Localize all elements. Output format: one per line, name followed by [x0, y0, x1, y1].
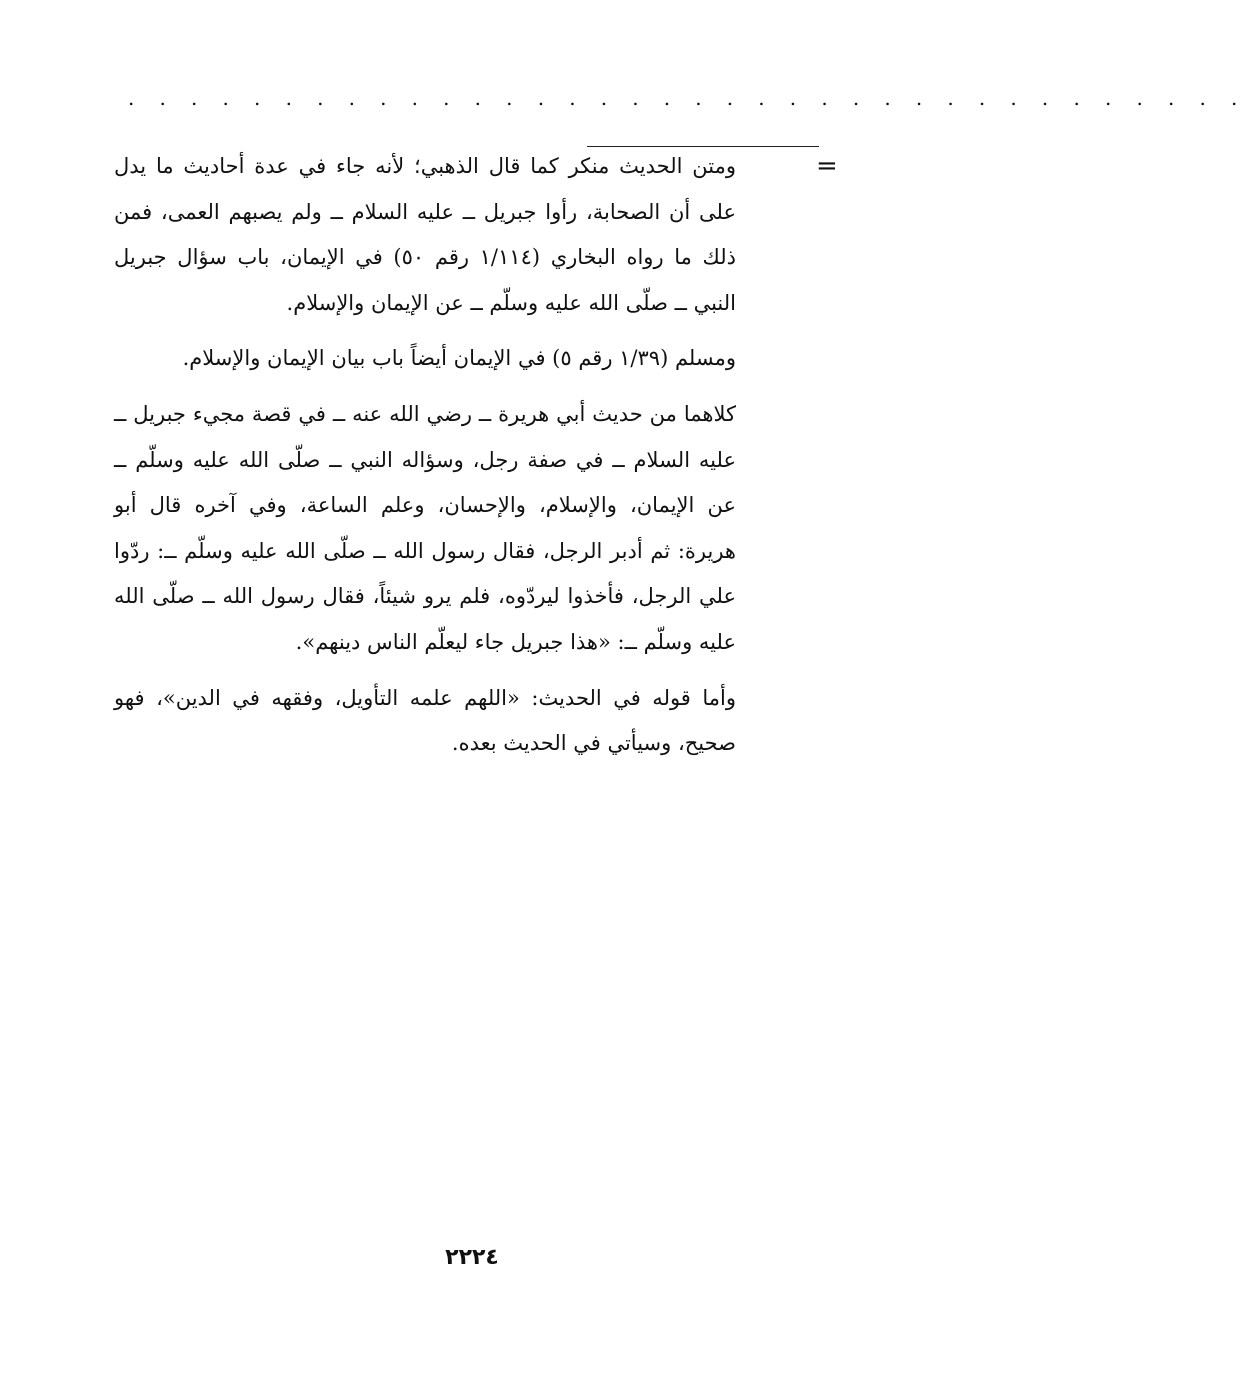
footnote-paragraph-3: كلاهما من حديث أبي هريرة ــ رضي الله عنه ــ في قصة مجيء جبريل ــ عليه السلام ــ في صفة رجل، وسؤاله النبي ــ صلّى الله عليه وسلّم ــ عن الإيمان، والإسلام، والإحسان، وعلم الساعة، وفي آخره قال أبو هريرة: ثم أدبر الرجل، فقال رسول الله ــ صلّى الله عليه وسلّم ــ: ردّوا علي الرجل، فأخذوا ليردّوه، فلم يرو شيئاً، فقال رسول الله ــ صلّى الله عليه وسلّم ــ: «هذا جبريل جاء ليعلّم الناس دينهم». [114, 401, 736, 654]
separator-dots: . . . . . . . . . . . . . . . . . . . . . . . . . . . . . . . . . . . . [128, 86, 1247, 110]
page-number: ٢٢٢٤ [445, 1245, 499, 1270]
continuation-mark: = [816, 151, 838, 181]
footnotes [114, 144, 736, 777]
footnote-paragraph-1: ومتن الحديث منكر كما قال الذهبي؛ لأنه جاء في عدة أحاديث ما يدل على أن الصحابة، رأوا جبريل ــ عليه السلام ــ ولم يصبهم العمى، فمن ذلك ما رواه البخاري (١/١١٤ رقم ٥٠) في الإيمان، باب سؤال جبريل النبي ــ صلّى الله عليه وسلّم ــ عن الإيمان والإسلام. [114, 154, 736, 315]
footnote-paragraph-4: وأما قوله في الحديث: «اللهم علمه التأويل، وفقهه في الدين»، فهو صحيح، وسيأتي في الحديث بعده. [114, 685, 736, 756]
footnote-paragraph-2: ومسلم (١/٣٩ رقم ٥) في الإيمان أيضاً باب بيان الإيمان والإسلام. [182, 346, 736, 371]
